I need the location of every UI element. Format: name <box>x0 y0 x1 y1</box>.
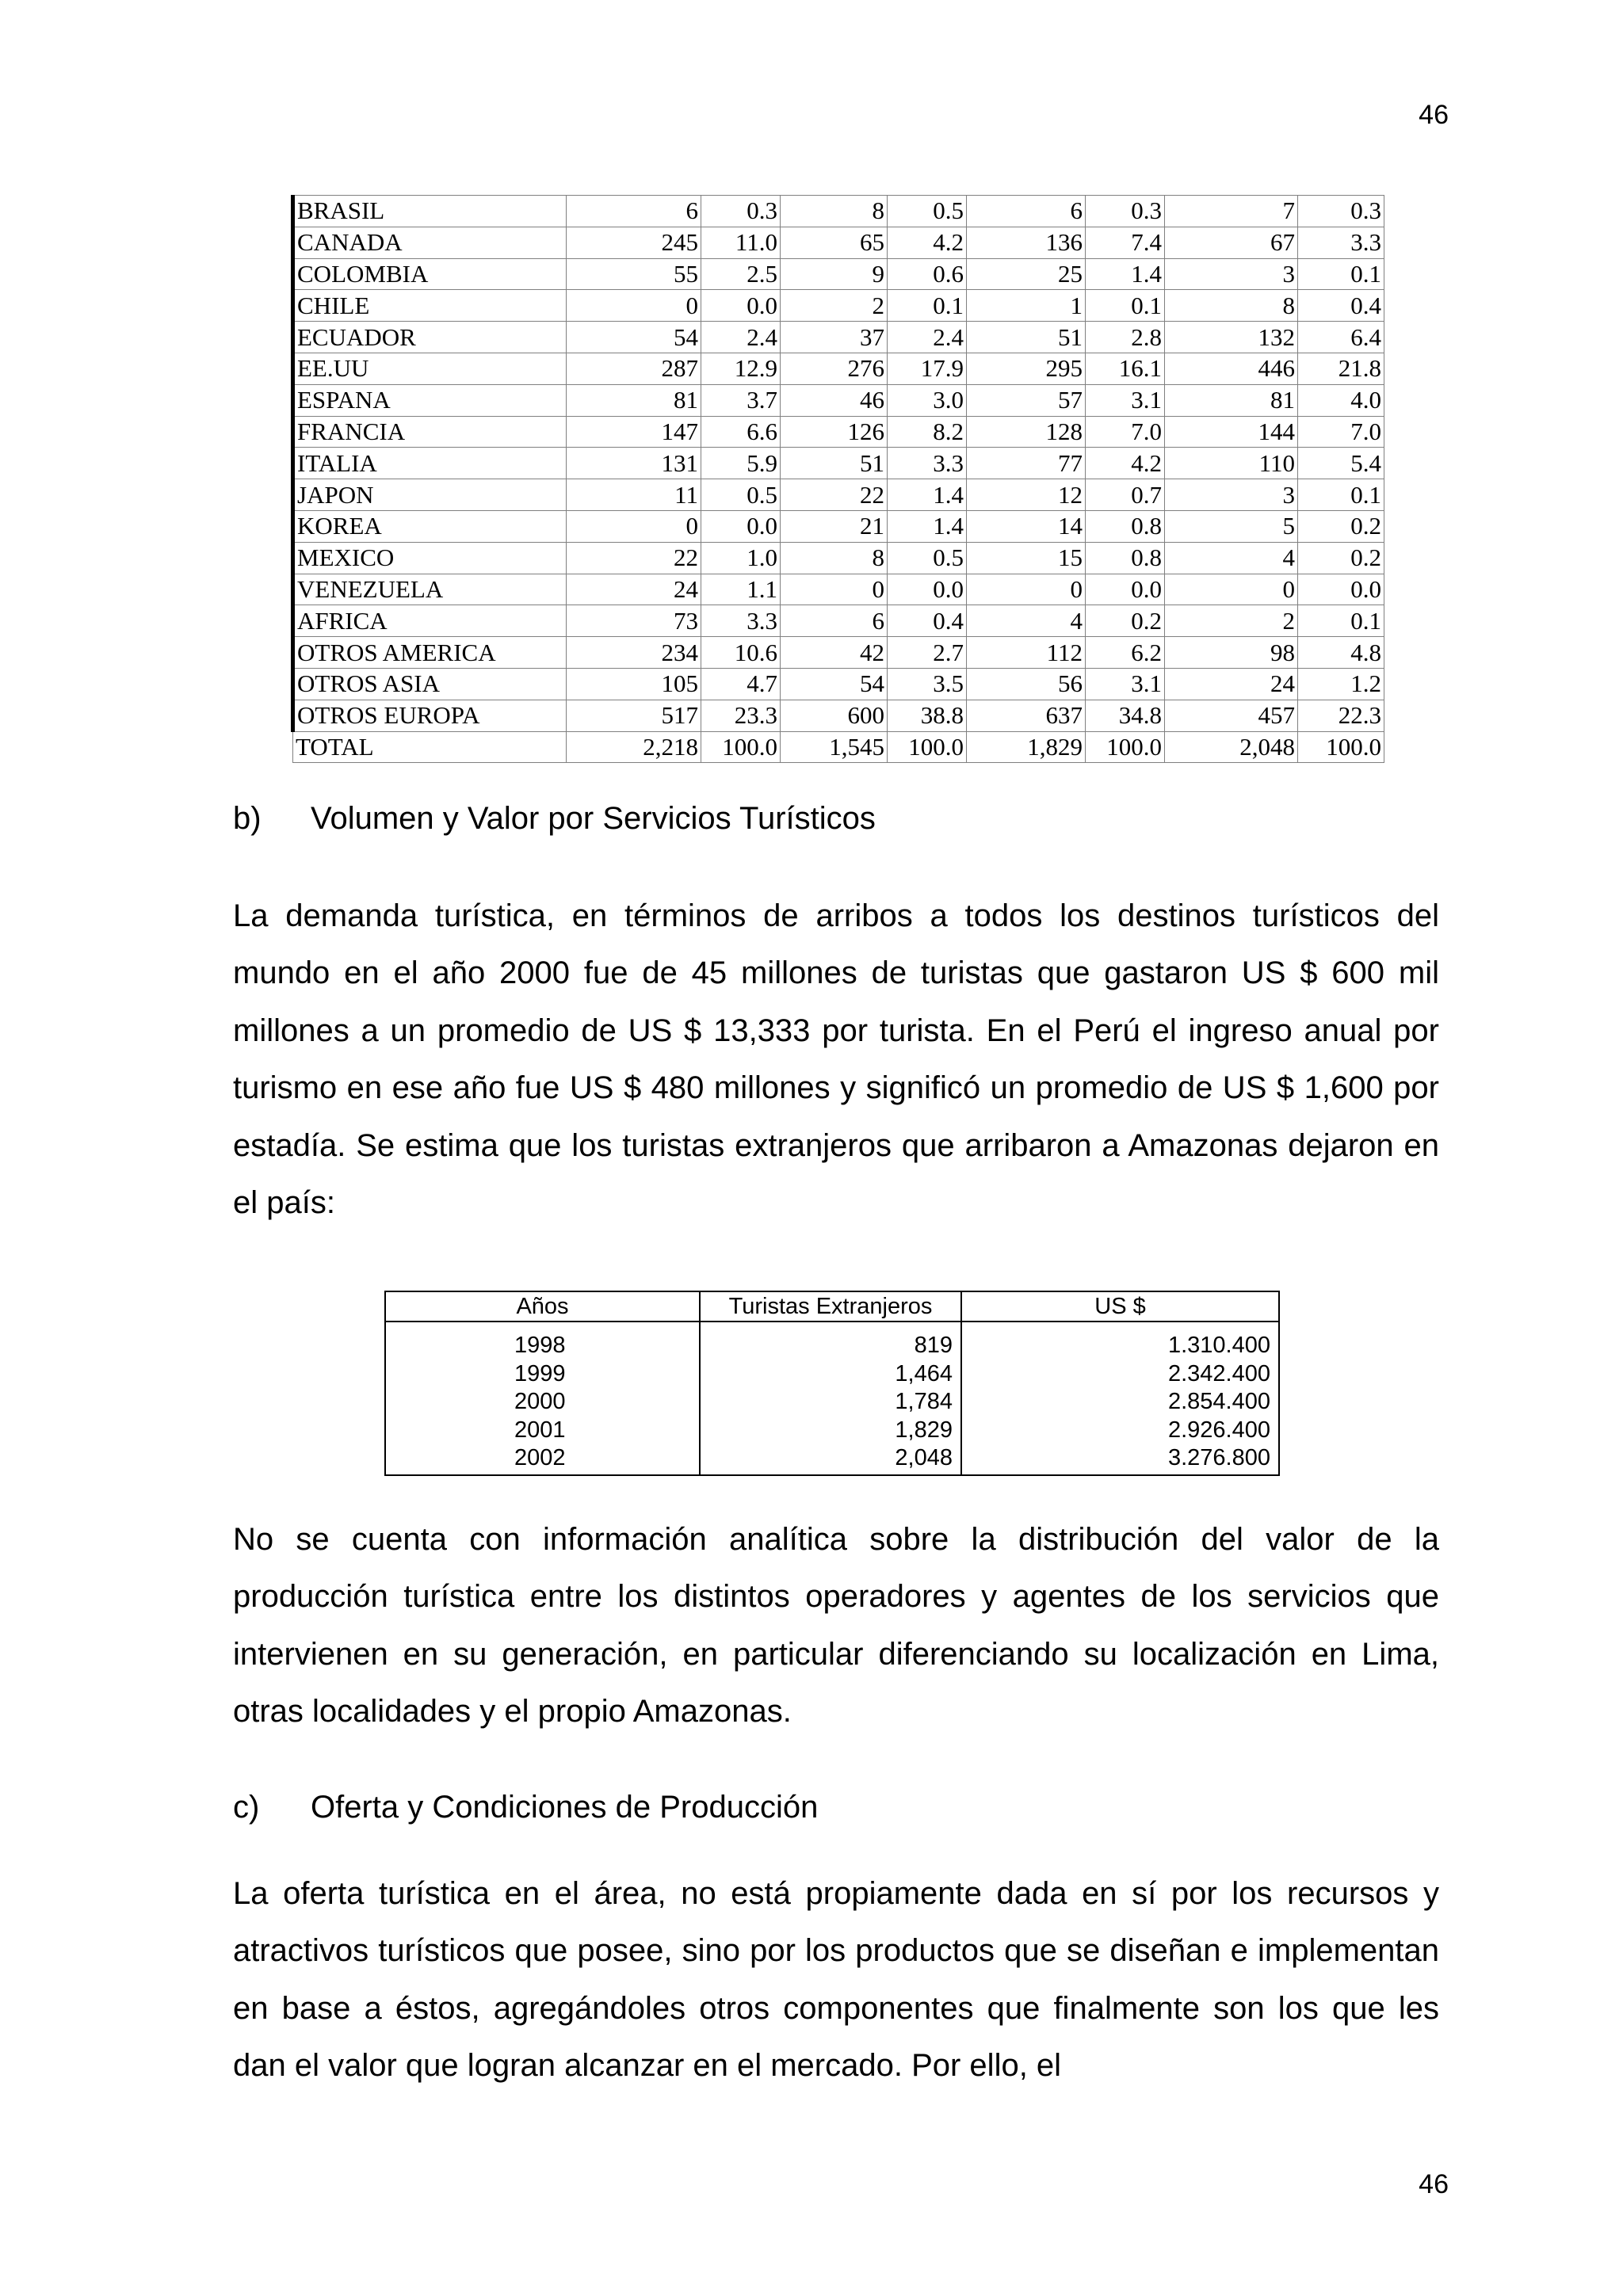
table-total-row <box>293 731 1384 763</box>
arrivals-cell: 132 <box>1165 322 1298 353</box>
percent-cell: 17.9 <box>888 353 967 384</box>
year-cell: 2000 <box>514 1389 566 1414</box>
percent-cell: 0.1 <box>888 290 967 322</box>
percent-cell: 3.1 <box>1086 668 1165 700</box>
page-number-bottom: 46 <box>1419 2169 1449 2199</box>
country-name-cell: OTROS AMERICA <box>293 637 567 669</box>
percent-cell: 0.5 <box>888 196 967 227</box>
arrivals-cell: 126 <box>781 416 888 448</box>
arrivals-cell: 2 <box>1165 605 1298 637</box>
arrivals-cell: 131 <box>567 448 701 479</box>
arrivals-cell: 24 <box>1165 668 1298 700</box>
arrivals-cell: 105 <box>567 668 701 700</box>
country-name-cell: AFRICA <box>293 605 567 637</box>
arrivals-cell: 54 <box>567 322 701 353</box>
page-number-top: 46 <box>1419 100 1449 130</box>
percent-cell: 100.0 <box>1298 731 1384 763</box>
percent-cell: 4.8 <box>1298 637 1384 669</box>
table-row <box>293 353 1384 384</box>
percent-cell: 100.0 <box>1086 731 1165 763</box>
percent-cell: 6.2 <box>1086 637 1165 669</box>
percent-cell: 22.3 <box>1298 700 1384 731</box>
percent-cell: 0.0 <box>1298 574 1384 605</box>
arrivals-cell: 51 <box>781 448 888 479</box>
arrivals-cell: 2 <box>781 290 888 322</box>
table-row <box>293 542 1384 574</box>
arrivals-cell: 0 <box>967 574 1086 605</box>
table-row <box>293 290 1384 322</box>
arrivals-cell: 4 <box>1165 542 1298 574</box>
percent-cell: 3.5 <box>888 668 967 700</box>
percent-cell: 3.3 <box>1298 227 1384 258</box>
arrivals-cell: 1,545 <box>781 731 888 763</box>
arrivals-cell: 24 <box>567 574 701 605</box>
tourists-column <box>701 1322 962 1474</box>
percent-cell: 5.4 <box>1298 448 1384 479</box>
percent-cell: 4.2 <box>1086 448 1165 479</box>
percent-cell: 12.9 <box>701 353 781 384</box>
percent-cell: 0.0 <box>701 290 781 322</box>
percent-cell: 4.2 <box>888 227 967 258</box>
percent-cell: 21.8 <box>1298 353 1384 384</box>
arrivals-cell: 7 <box>1165 196 1298 227</box>
country-name-cell: CANADA <box>293 227 567 258</box>
arrivals-cell: 637 <box>967 700 1086 731</box>
arrivals-cell: 136 <box>967 227 1086 258</box>
paragraph-demand: La demanda turística, en términos de arribos a todos los destinos turísticos del mundo en el año 2000 fue de 45 millones de turistas que gastaron US $ 600 mil millones a un promedio de US $ 13,333 por turista. En el Perú el ingreso anual por turismo en ese año fue US $ 480 millones y significó un promedio de US $ 1,600 por estadía. Se estima que los turistas extranjeros que arribaron a Amazonas dejaron en el país: <box>233 898 1439 1221</box>
arrivals-cell: 0 <box>781 574 888 605</box>
arrivals-cell: 147 <box>567 416 701 448</box>
percent-cell: 1.4 <box>888 510 967 542</box>
arrivals-cell: 81 <box>567 384 701 416</box>
arrivals-cell: 3 <box>1165 479 1298 511</box>
arrivals-cell: 8 <box>781 196 888 227</box>
usd-cell: 2.342.400 <box>1167 1360 1270 1386</box>
percent-cell: 4.7 <box>701 668 781 700</box>
arrivals-cell: 517 <box>567 700 701 731</box>
percent-cell: 4.0 <box>1298 384 1384 416</box>
country-name-cell: CHILE <box>293 290 567 322</box>
arrivals-cell: 6 <box>567 196 701 227</box>
table-row <box>293 700 1384 731</box>
arrivals-cell: 110 <box>1165 448 1298 479</box>
arrivals-cell: 3 <box>1165 258 1298 290</box>
percent-cell: 7.0 <box>1086 416 1165 448</box>
arrivals-cell: 42 <box>781 637 888 669</box>
percent-cell: 0.5 <box>888 542 967 574</box>
percent-cell: 100.0 <box>701 731 781 763</box>
arrivals-cell: 8 <box>781 542 888 574</box>
percent-cell: 0.4 <box>888 605 967 637</box>
percent-cell: 0.8 <box>1086 542 1165 574</box>
percent-cell: 2.5 <box>701 258 781 290</box>
arrivals-cell: 8 <box>1165 290 1298 322</box>
percent-cell: 38.8 <box>888 700 967 731</box>
table-row <box>293 448 1384 479</box>
percent-cell: 0.8 <box>1086 510 1165 542</box>
arrivals-cell: 0 <box>1165 574 1298 605</box>
arrivals-cell: 457 <box>1165 700 1298 731</box>
percent-cell: 23.3 <box>701 700 781 731</box>
arrivals-cell: 245 <box>567 227 701 258</box>
percent-cell: 0.1 <box>1298 605 1384 637</box>
country-name-cell: BRASIL <box>293 196 567 227</box>
arrivals-cell: 77 <box>967 448 1086 479</box>
table-row <box>293 416 1384 448</box>
percent-cell: 7.4 <box>1086 227 1165 258</box>
header-usd: US $ <box>1094 1294 1146 1319</box>
table-row <box>293 384 1384 416</box>
percent-cell: 2.7 <box>888 637 967 669</box>
year-cell: 1998 <box>514 1333 566 1358</box>
arrivals-cell: 0 <box>567 290 701 322</box>
percent-cell: 0.3 <box>1086 196 1165 227</box>
usd-cell: 1.310.400 <box>1167 1333 1270 1358</box>
arrivals-cell: 12 <box>967 479 1086 511</box>
country-name-cell: ECUADOR <box>293 322 567 353</box>
arrivals-cell: 1,829 <box>967 731 1086 763</box>
arrivals-cell: 37 <box>781 322 888 353</box>
tourists-cell: 819 <box>914 1333 953 1358</box>
percent-cell: 100.0 <box>888 731 967 763</box>
country-name-cell: ESPANA <box>293 384 567 416</box>
arrivals-cell: 144 <box>1165 416 1298 448</box>
table-body-row <box>386 1322 1278 1474</box>
tourists-cell: 1,784 <box>895 1389 953 1414</box>
year-cell: 1999 <box>514 1360 566 1386</box>
arrivals-cell: 11 <box>567 479 701 511</box>
percent-cell: 0.1 <box>1298 258 1384 290</box>
country-name-cell: FRANCIA <box>293 416 567 448</box>
table-row <box>293 637 1384 669</box>
percent-cell: 3.7 <box>701 384 781 416</box>
section-b-title: Volumen y Valor por Servicios Turísticos <box>311 801 876 836</box>
usd-cell: 3.276.800 <box>1167 1445 1270 1470</box>
percent-cell: 2.4 <box>888 322 967 353</box>
arrivals-cell: 276 <box>781 353 888 384</box>
country-name-cell: ITALIA <box>293 448 567 479</box>
percent-cell: 2.4 <box>701 322 781 353</box>
percent-cell: 6.6 <box>701 416 781 448</box>
arrivals-cell: 6 <box>967 196 1086 227</box>
percent-cell: 34.8 <box>1086 700 1165 731</box>
country-name-cell: EE.UU <box>293 353 567 384</box>
arrivals-cell: 56 <box>967 668 1086 700</box>
country-name-cell: VENEZUELA <box>293 574 567 605</box>
header-tourists: Turistas Extranjeros <box>701 1292 962 1321</box>
percent-cell: 2.8 <box>1086 322 1165 353</box>
country-name-cell: COLOMBIA <box>293 258 567 290</box>
arrivals-cell: 234 <box>567 637 701 669</box>
percent-cell: 0.5 <box>701 479 781 511</box>
section-c-letter: c) <box>233 1790 260 1825</box>
percent-cell: 16.1 <box>1086 353 1165 384</box>
arrivals-cell: 81 <box>1165 384 1298 416</box>
tourists-cell: 1,464 <box>895 1360 953 1386</box>
percent-cell: 0.0 <box>701 510 781 542</box>
arrivals-cell: 54 <box>781 668 888 700</box>
percent-cell: 7.0 <box>1298 416 1384 448</box>
usd-cell: 2.854.400 <box>1167 1389 1270 1414</box>
table-row <box>293 668 1384 700</box>
percent-cell: 0.3 <box>701 196 781 227</box>
arrivals-cell: 0 <box>567 510 701 542</box>
percent-cell: 0.7 <box>1086 479 1165 511</box>
arrivals-cell: 600 <box>781 700 888 731</box>
country-name-cell: TOTAL <box>293 731 567 763</box>
arrivals-cell: 9 <box>781 258 888 290</box>
percent-cell: 0.4 <box>1298 290 1384 322</box>
arrivals-cell: 73 <box>567 605 701 637</box>
usd-column <box>962 1322 1278 1474</box>
percent-cell: 1.2 <box>1298 668 1384 700</box>
tourists-cell: 2,048 <box>895 1445 953 1470</box>
arrivals-cell: 51 <box>967 322 1086 353</box>
tourists-cell: 1,829 <box>895 1417 953 1443</box>
arrivals-cell: 98 <box>1165 637 1298 669</box>
section-c-heading <box>233 1790 818 1825</box>
arrivals-cell: 295 <box>967 353 1086 384</box>
arrivals-cell: 112 <box>967 637 1086 669</box>
percent-cell: 0.1 <box>1086 290 1165 322</box>
table-row <box>293 227 1384 258</box>
percent-cell: 5.9 <box>701 448 781 479</box>
percent-cell: 0.0 <box>888 574 967 605</box>
percent-cell: 3.3 <box>701 605 781 637</box>
arrivals-cell: 4 <box>967 605 1086 637</box>
tourists-usd-table <box>384 1291 1280 1476</box>
arrivals-cell: 25 <box>967 258 1086 290</box>
percent-cell: 3.0 <box>888 384 967 416</box>
table-row <box>293 574 1384 605</box>
table-row <box>293 196 1384 227</box>
arrivals-cell: 128 <box>967 416 1086 448</box>
percent-cell: 0.2 <box>1298 542 1384 574</box>
arrivals-cell: 65 <box>781 227 888 258</box>
country-name-cell: KOREA <box>293 510 567 542</box>
percent-cell: 0.6 <box>888 258 967 290</box>
arrivals-cell: 446 <box>1165 353 1298 384</box>
arrivals-cell: 46 <box>781 384 888 416</box>
table-row <box>293 258 1384 290</box>
table-row <box>293 322 1384 353</box>
percent-cell: 0.0 <box>1086 574 1165 605</box>
table-row <box>293 510 1384 542</box>
table-row <box>293 479 1384 511</box>
arrivals-cell: 55 <box>567 258 701 290</box>
percent-cell: 1.4 <box>888 479 967 511</box>
years-column <box>386 1322 701 1474</box>
year-cell: 2001 <box>514 1417 566 1443</box>
section-b-heading <box>233 801 876 837</box>
country-name-cell: OTROS ASIA <box>293 668 567 700</box>
country-name-cell: OTROS EUROPA <box>293 700 567 731</box>
country-arrivals-table <box>291 195 1384 763</box>
percent-cell: 1.0 <box>701 542 781 574</box>
arrivals-cell: 57 <box>967 384 1086 416</box>
percent-cell: 3.1 <box>1086 384 1165 416</box>
section-b-letter: b) <box>233 801 262 836</box>
section-c-title: Oferta y Condiciones de Producción <box>311 1790 819 1825</box>
percent-cell: 8.2 <box>888 416 967 448</box>
percent-cell: 0.1 <box>1298 479 1384 511</box>
arrivals-cell: 67 <box>1165 227 1298 258</box>
arrivals-cell: 6 <box>781 605 888 637</box>
arrivals-cell: 2,218 <box>567 731 701 763</box>
arrivals-cell: 1 <box>967 290 1086 322</box>
table-header-row <box>386 1292 1278 1322</box>
arrivals-cell: 5 <box>1165 510 1298 542</box>
table-row <box>293 605 1384 637</box>
arrivals-cell: 2,048 <box>1165 731 1298 763</box>
percent-cell: 3.3 <box>888 448 967 479</box>
arrivals-cell: 14 <box>967 510 1086 542</box>
percent-cell: 0.2 <box>1298 510 1384 542</box>
percent-cell: 0.3 <box>1298 196 1384 227</box>
paragraph-no-information: No se cuenta con información analítica sobre la distribución del valor de la producción turística entre los distintos operadores y agentes de los servicios que intervienen en su generación, en particular diferenciando su localización en Lima, otras localidades y el propio Amazonas. <box>233 1522 1439 1730</box>
percent-cell: 1.1 <box>701 574 781 605</box>
percent-cell: 1.4 <box>1086 258 1165 290</box>
percent-cell: 6.4 <box>1298 322 1384 353</box>
paragraph-supply: La oferta turística en el área, no está propiamente dada en sí por los recursos y atractivos turísticos que posee, sino por los productos que se diseñan e implementan en base a éstos, agregándoles otros componentes que finalmente son los que les dan el valor que logran alcanzar en el mercado. Por ello, el <box>233 1876 1439 2084</box>
arrivals-cell: 287 <box>567 353 701 384</box>
arrivals-cell: 15 <box>967 542 1086 574</box>
percent-cell: 0.2 <box>1086 605 1165 637</box>
country-name-cell: MEXICO <box>293 542 567 574</box>
percent-cell: 11.0 <box>701 227 781 258</box>
country-name-cell: JAPON <box>293 479 567 511</box>
arrivals-cell: 22 <box>781 479 888 511</box>
usd-cell: 2.926.400 <box>1167 1417 1270 1443</box>
arrivals-cell: 21 <box>781 510 888 542</box>
year-cell: 2002 <box>514 1445 566 1470</box>
arrivals-cell: 22 <box>567 542 701 574</box>
percent-cell: 10.6 <box>701 637 781 669</box>
header-years: Años <box>386 1292 701 1321</box>
